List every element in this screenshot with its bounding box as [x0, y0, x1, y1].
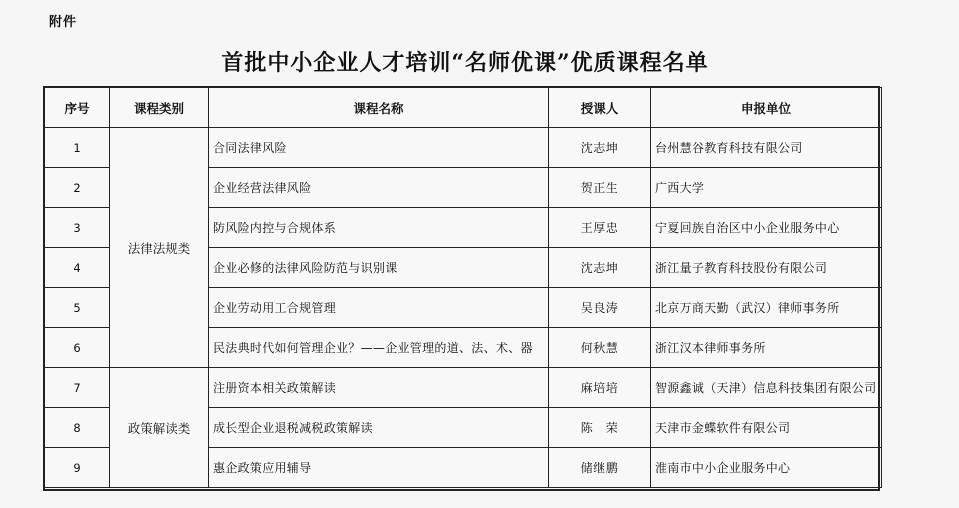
teacher-name: 王厚忠 [549, 208, 651, 248]
course-name: 合同法律风险 [209, 128, 549, 168]
row-seq: 1 [45, 128, 110, 168]
course-table [44, 87, 882, 488]
header-unit: 申报单位 [651, 88, 882, 128]
unit-name: 智源鑫诚（天津）信息科技集团有限公司 [651, 368, 882, 408]
teacher-name: 麻培培 [549, 368, 651, 408]
course-name: 企业经营法律风险 [209, 168, 549, 208]
course-name: 防风险内控与合规体系 [209, 208, 549, 248]
row-seq: 9 [45, 448, 110, 488]
row-seq: 6 [45, 328, 110, 368]
attachment-label: 附件 [49, 15, 78, 30]
teacher-name: 贺正生 [549, 168, 651, 208]
row-seq: 5 [45, 288, 110, 328]
unit-name: 淮南市中小企业服务中心 [651, 448, 882, 488]
unit-name: 天津市金蝶软件有限公司 [651, 408, 882, 448]
teacher-name: 陈 荣 [549, 408, 651, 448]
course-name: 注册资本相关政策解读 [209, 368, 549, 408]
teacher-name: 吴良涛 [549, 288, 651, 328]
course-name: 企业劳动用工合规管理 [209, 288, 549, 328]
header-course: 课程名称 [209, 88, 549, 128]
unit-name: 浙江汉本律师事务所 [651, 328, 882, 368]
teacher-name: 沈志坤 [549, 128, 651, 168]
unit-name: 北京万商天勤（武汉）律师事务所 [651, 288, 882, 328]
category-cell-law: 法律法规类 [110, 128, 209, 368]
header-seq: 序号 [45, 88, 110, 128]
row-seq: 4 [45, 248, 110, 288]
unit-name: 浙江量子教育科技股份有限公司 [651, 248, 882, 288]
teacher-name: 何秋慧 [549, 328, 651, 368]
row-seq: 2 [45, 168, 110, 208]
unit-name: 台州慧谷教育科技有限公司 [651, 128, 882, 168]
table-row [45, 368, 882, 408]
course-name: 惠企政策应用辅导 [209, 448, 549, 488]
row-seq: 3 [45, 208, 110, 248]
unit-name: 宁夏回族自治区中小企业服务中心 [651, 208, 882, 248]
row-seq: 7 [45, 368, 110, 408]
course-name: 民法典时代如何管理企业？——企业管理的道、法、术、器 [209, 328, 549, 368]
teacher-name: 沈志坤 [549, 248, 651, 288]
course-name: 企业必修的法律风险防范与识别课 [209, 248, 549, 288]
table-row [45, 128, 882, 168]
course-name: 成长型企业退税减税政策解读 [209, 408, 549, 448]
table-header-row [45, 88, 882, 128]
header-category: 课程类别 [110, 88, 209, 128]
document-title: 首批中小企业人才培训“名师优课”优质课程名单 [221, 50, 709, 76]
category-cell-policy: 政策解读类 [110, 368, 209, 488]
header-teacher: 授课人 [549, 88, 651, 128]
teacher-name: 储继鹏 [549, 448, 651, 488]
row-seq: 8 [45, 408, 110, 448]
unit-name: 广西大学 [651, 168, 882, 208]
